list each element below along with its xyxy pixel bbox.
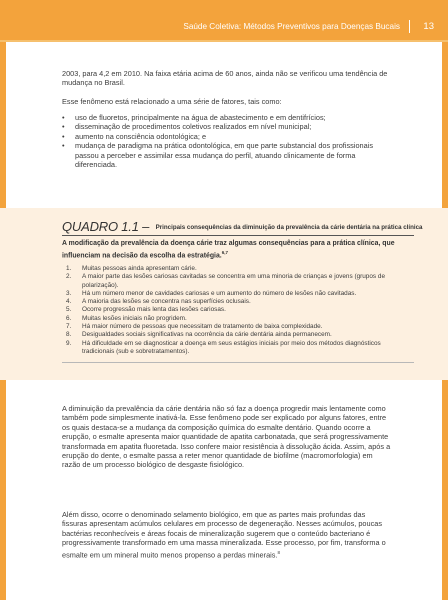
list-item: 4. A maioria das lesões se concentra nas superfícies oclusais. bbox=[66, 298, 251, 306]
quadro-title: Principais consequências da diminuição da prevalência da cárie dentária na prática clínica bbox=[155, 224, 423, 231]
running-title: Saúde Coletiva: Métodos Preventivos para Doenças Bucais bbox=[183, 22, 400, 31]
quadro-label: QUADRO 1.1 – bbox=[62, 219, 150, 234]
quadro-bottom-rule bbox=[62, 362, 414, 363]
factor-item: • uso de fluoretos, principalmente na água de abastecimento e em dentifrícios; bbox=[62, 113, 326, 122]
bullet-icon: • bbox=[62, 122, 65, 132]
list-item: 2. A maior parte das lesões cariosas cavitadas se concentra em uma minoria de crianças e jovens (grupos de polarização). bbox=[66, 273, 385, 289]
bullet-icon: • bbox=[62, 131, 65, 141]
list-item: 9. Há dificuldade em se diagnosticar a doença em seus estágios iniciais por meio dos métodos diagnósticos tradicionais (sub e sobretratamentos). bbox=[66, 339, 381, 355]
list-item: 1. Muitas pessoas ainda apresentam cárie. bbox=[66, 265, 197, 272]
header-underline bbox=[0, 40, 448, 42]
quadro-intro-reference: 6,7 bbox=[221, 249, 228, 255]
header-separator bbox=[409, 20, 410, 33]
quadro-heading-rule bbox=[62, 235, 414, 236]
list-item: 3. Há um número menor de cavidades cariosas e um aumento do número de lesões não cavitadas. bbox=[66, 289, 357, 297]
list-item: 6. Muitas lesões iniciais não progridem. bbox=[66, 314, 187, 322]
reference-superscript: 8 bbox=[277, 549, 281, 555]
quadro-intro: A modificação da prevalência da doença cárie traz algumas consequências para a prática clínica, que influenciam na decisão da escolha da estratégia.$^{6,7}$ bbox=[62, 240, 395, 259]
bullet-icon: • bbox=[62, 141, 65, 151]
list-item: 7. Há maior número de pessoas que necessitam de tratamento de baixa complexidade. bbox=[66, 323, 323, 331]
page-header bbox=[0, 0, 448, 40]
quadro-consequences-list bbox=[66, 265, 411, 356]
bullet-icon: • bbox=[62, 113, 65, 122]
body-paragraph: Além disso, ocorre o denominado selamento biológico, em que as partes mais profundas das fissuras apresentam acúmulos celulares em processo de degeneração. Nesses acúmulos, poucas bactérias reconhecíveis e áreas focais de mineralização sugerem que o conteúdo bacteriano é progressivamente transformado em uma massa mineralizada. Esse processo, por fim, transforma o esmalte em um mineral muito menos propenso a perdas minerais.$^8$ bbox=[62, 510, 386, 560]
list-item: 5. Ocorre progressão mais lenta das lesões cariosas. bbox=[66, 306, 226, 314]
factor-item: • mudança de paradigma na prática odontológica, em que parte substancial dos profissionais passou a perceber e assimilar essa mudança do perfil, atuando clinicamente de forma diferenciada. bbox=[62, 141, 374, 170]
quadro-heading bbox=[62, 218, 442, 236]
factors-list bbox=[62, 113, 392, 169]
top-paragraph: 2003, para 4,2 em 2010. Na faixa etária acima de 60 anos, ainda não se verificou uma tendência de mudança no Brasil. bbox=[62, 69, 388, 88]
list-item: 8. Desigualdades sociais significativas na ocorrência da cárie dentária ainda permanecem. bbox=[66, 331, 332, 339]
factor-item: • disseminação de procedimentos coletivos realizados em nível municipal; bbox=[62, 122, 312, 132]
factor-item: • aumento na consciência odontológica; e bbox=[62, 131, 207, 141]
body-paragraph: A diminuição da prevalência da cárie dentária não só faz a doença progredir mais lentamente como também pode simplesmente inativá-la. Esse fenômeno pode ser explicado por alguns fatores, entre os quais destaca-se a mudança da composição química do esmalte dentário. Quando ocorre a erupção, o esmalte apresenta maior quantidade de apatita carbonatada, que será progressivamente transformada em apatita fluoretada. Isso confere maior resistência à dissolução ácida. Assim, após a erupção do dente, o esmalte passa a reter menor quantidade de biofilme (macromorfologia) em razão de um processo biológico de desgaste fisiológico. bbox=[62, 404, 391, 470]
factors-intro: Esse fenômeno está relacionado a uma série de fatores, tais como: bbox=[62, 97, 282, 106]
page-number: 13 bbox=[423, 21, 434, 32]
